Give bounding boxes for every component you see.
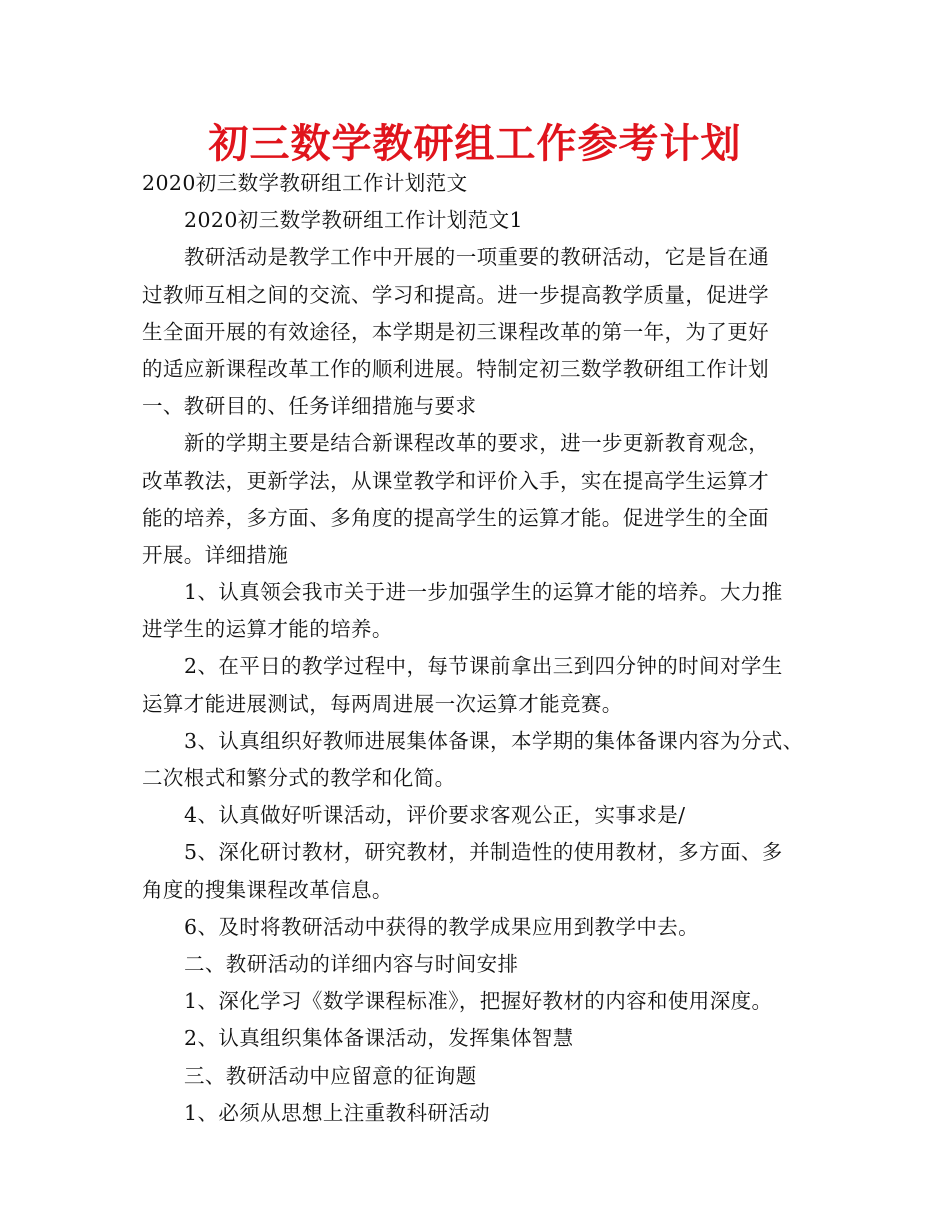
text-line: 6、及时将教研活动中获得的教学成果应用到教学中去。 [184,914,700,939]
text-line: 2020初三数学教研组工作计划范文 [142,171,468,195]
text-line: 角度的搜集课程改革信息。 [142,877,393,902]
text-line: 2、在平日的教学过程中，每节课前拿出三到四分钟的时间对学生 [184,654,783,679]
text-line: 2020初三数学教研组工作计划范文1 [184,208,523,233]
text-line: 改革教法，更新学法，从课堂教学和评价入手，实在提高学生运算才 [142,468,769,493]
text-line: 4、认真做好听课活动，评价要求客观公正，实事求是/ [184,803,686,828]
text-line: 一、教研目的、任务详细措施与要求 [142,394,477,419]
text-line: 3、认真组织好教师进展集体备课，本学期的集体备课内容为分式、 [184,728,804,753]
text-line: 2、认真组织集体备课活动，发挥集体智慧 [184,1026,574,1051]
text-line: 1、必须从思想上注重教科研活动 [184,1100,491,1125]
text-line: 生全面开展的有效途径，本学期是初三课程改革的第一年，为了更好 [142,319,769,344]
text-line: 能的培养，多方面、多角度的提高学生的运算才能。促进学生的全面 [142,505,769,530]
document-body [142,165,814,1132]
text-line: 二、教研活动的详细内容与时间安排 [184,951,519,976]
text-line: 进学生的运算才能的培养。 [142,617,393,642]
text-line: 1、深化学习《数学课程标准》，把握好教材的内容和使用深度。 [184,989,773,1014]
text-line: 1、认真领会我市关于进一步加强学生的运算才能的培养。大力推 [184,580,783,605]
text-line: 教研活动是教学工作中开展的一项重要的教研活动，它是旨在通 [184,245,770,270]
text-line: 过教师互相之间的交流、学习和提高。进一步提高教学质量，促进学 [142,282,769,307]
text-line: 运算才能进展测试，每两周进展一次运算才能竞赛。 [142,691,623,716]
text-line: 二次根式和繁分式的教学和化简。 [142,766,456,790]
text-line: 开展。详细措施 [142,542,289,567]
text-line: 三、教研活动中应留意的征询题 [184,1063,477,1088]
text-line: 新的学期主要是结合新课程改革的要求，进一步更新教育观念， [184,431,770,456]
text-line: 的适应新课程改革工作的顺利进展。特制定初三数学教研组工作计划 [142,356,769,381]
document-title: 初三数学教研组工作参考计划 [208,121,742,167]
text-line: 5、深化研讨教材，研究教材，并制造性的使用教材，多方面、多 [184,840,783,865]
